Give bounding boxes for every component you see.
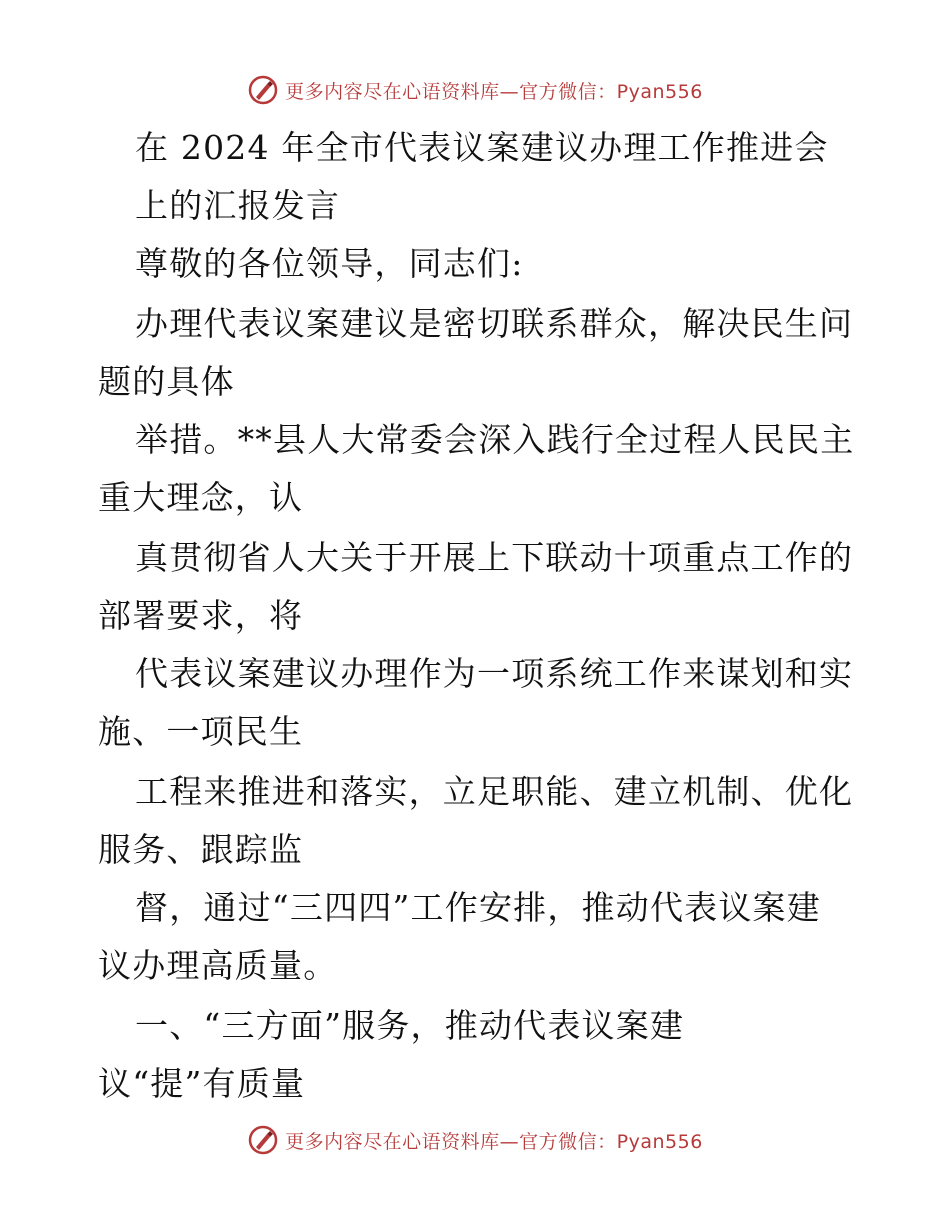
paragraph-line: 督，通过“三四四”工作安排，推动代表议案建 (135, 888, 821, 927)
paragraph-line: 重大理念，认 (98, 478, 304, 517)
paragraph-line: 施、一项民生 (98, 712, 304, 751)
watermark-text-bottom: 更多内容尽在心语资料库—官方微信：Pyan556 (285, 1130, 703, 1153)
watermark-banner-top (0, 70, 950, 110)
watermark-banner-bottom (0, 1120, 950, 1160)
paragraph-line: 真贯彻省人大关于开展上下联动十项重点工作的 (135, 538, 854, 577)
paragraph-line: 举措。**县人大常委会深入践行全过程人民民主 (135, 420, 855, 459)
section-heading-line-1: 一、“三方面”服务，推动代表议案建 (135, 1006, 685, 1045)
paragraph-line: 代表议案建议办理作为一项系统工作来谋划和实 (135, 654, 854, 693)
section-heading-line-2: 议“提”有质量 (98, 1064, 306, 1103)
pen-logo-icon (247, 1124, 279, 1156)
watermark-text-top: 更多内容尽在心语资料库—官方微信：Pyan556 (285, 80, 703, 103)
title-line-1: 在 2024 年全市代表议案建议办理工作推进会 (135, 128, 829, 167)
paragraph-line: 议办理高质量。 (98, 946, 338, 985)
title-line-2: 上的汇报发言 (135, 186, 341, 225)
paragraph-line: 办理代表议案建议是密切联系群众，解决民生问 (135, 304, 854, 343)
pen-logo-icon (247, 74, 279, 106)
paragraph-line: 部署要求，将 (98, 596, 304, 635)
paragraph-line: 题的具体 (98, 362, 235, 401)
salutation-line: 尊敬的各位领导，同志们: (135, 244, 524, 283)
paragraph-line: 服务、跟踪监 (98, 830, 304, 869)
paragraph-line: 工程来推进和落实，立足职能、建立机制、优化 (135, 772, 854, 811)
